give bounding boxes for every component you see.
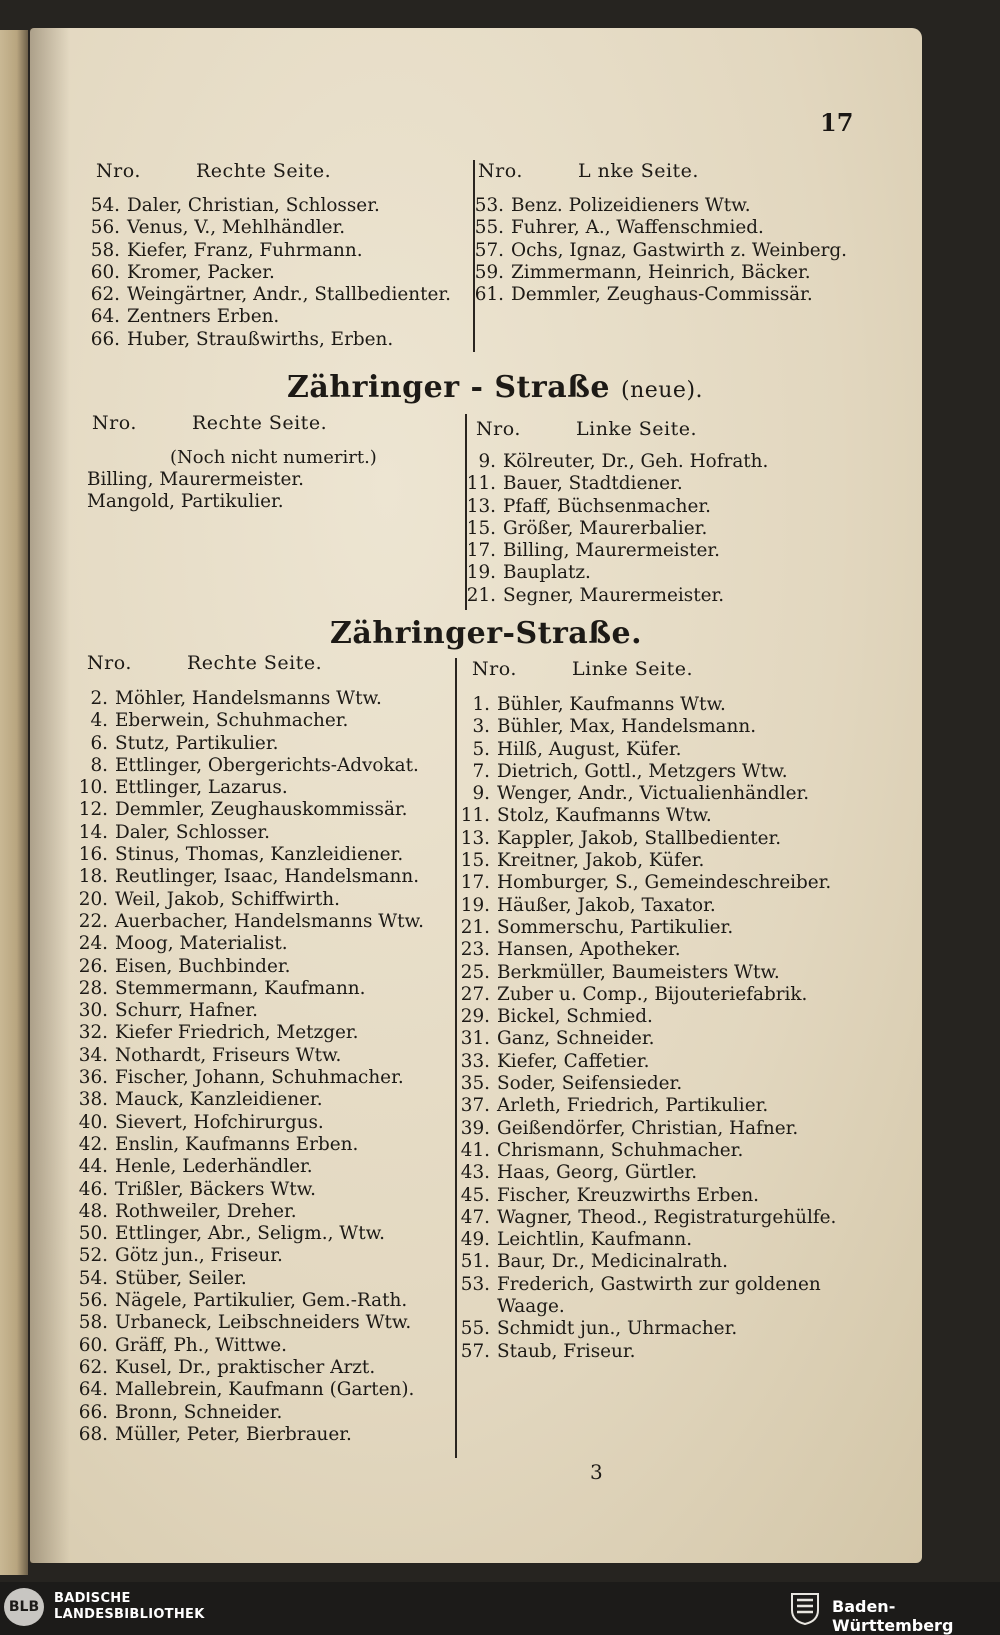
house-number: 19. xyxy=(466,562,496,584)
side-label: L nke Seite. xyxy=(578,160,699,182)
address-entry xyxy=(70,1134,424,1156)
resident-name: Schurr, Hafner. xyxy=(115,1000,258,1022)
address-entry xyxy=(458,917,836,939)
house-number: 61. xyxy=(474,284,504,306)
resident-name: Arleth, Friedrich, Partikulier. xyxy=(497,1095,769,1117)
resident-name: Kromer, Packer. xyxy=(127,261,275,283)
address-entry xyxy=(466,562,768,584)
house-number: 62. xyxy=(78,1356,108,1378)
resident-name: Billing, Maurermeister. xyxy=(87,469,304,490)
resident-name: Fuhrer, A., Waffenschmied. xyxy=(511,217,764,239)
resident-name: Billing, Maurermeister. xyxy=(503,540,720,562)
address-entry xyxy=(62,491,304,513)
address-entry xyxy=(70,1402,424,1424)
house-number: 40. xyxy=(78,1111,108,1133)
page-number: 17 xyxy=(820,108,854,137)
house-number: 36. xyxy=(78,1067,108,1089)
resident-name: Moog, Materialist. xyxy=(115,933,288,955)
house-number: 51. xyxy=(460,1251,490,1273)
facing-page-edge xyxy=(0,30,28,1575)
address-entry xyxy=(458,783,836,805)
resident-name: Reutlinger, Isaac, Handelsmann. xyxy=(115,866,420,888)
house-number: 49. xyxy=(460,1229,490,1251)
house-number: 64. xyxy=(78,1379,108,1401)
section-0-left-entries xyxy=(90,195,451,351)
side-label: Linke Seite. xyxy=(576,418,697,440)
address-entry xyxy=(458,1251,836,1273)
resident-name: Bühler, Max, Handelsmann. xyxy=(497,716,757,738)
address-entry xyxy=(466,540,768,562)
section-0-right-entries xyxy=(474,195,847,306)
house-number: 27. xyxy=(460,983,490,1005)
address-entry xyxy=(70,755,424,777)
house-number: 48. xyxy=(78,1200,108,1222)
resident-name: Hansen, Apotheker. xyxy=(497,939,681,961)
house-number: 59. xyxy=(474,261,504,283)
resident-name: Kusel, Dr., praktischer Arzt. xyxy=(115,1356,376,1378)
resident-name: Bronn, Schneider. xyxy=(115,1401,283,1423)
house-number: 3. xyxy=(472,716,490,738)
address-entry xyxy=(70,1290,424,1312)
house-number: 1. xyxy=(472,694,490,715)
column-divider xyxy=(455,658,457,1458)
resident-name: Segner, Maurermeister. xyxy=(503,584,725,606)
resident-name: Staub, Friseur. xyxy=(497,1340,636,1362)
address-entry xyxy=(458,694,836,716)
resident-name: Wagner, Theod., Registraturgehülfe. xyxy=(497,1206,837,1228)
address-entry xyxy=(70,1000,424,1022)
section-1-right-entries xyxy=(466,451,768,607)
house-number: 50. xyxy=(78,1223,108,1245)
house-number: 17. xyxy=(460,872,490,894)
resident-name: Soder, Seifensieder. xyxy=(497,1073,683,1095)
resident-name: Homburger, S., Gemeindeschreiber. xyxy=(497,872,832,894)
section-1-right-header xyxy=(476,418,697,440)
resident-name: Nothardt, Friseurs Wtw. xyxy=(115,1044,342,1066)
binding-gutter-shadow xyxy=(30,28,70,1563)
section-2-right-header xyxy=(472,658,693,680)
resident-name: Berkmüller, Baumeisters Wtw. xyxy=(497,961,780,983)
house-number: 32. xyxy=(78,1022,108,1044)
house-number: 58. xyxy=(90,239,120,261)
nro-label: Nro. xyxy=(472,658,517,680)
resident-name: Sievert, Hofchirurgus. xyxy=(115,1111,324,1133)
house-number: 23. xyxy=(460,939,490,961)
resident-name: Ettlinger, Abr., Seligm., Wtw. xyxy=(115,1223,385,1245)
house-number: 56. xyxy=(78,1290,108,1312)
house-number: 22. xyxy=(78,910,108,932)
resident-name: Leichtlin, Kaufmann. xyxy=(497,1229,693,1251)
house-number: 11. xyxy=(466,473,496,495)
address-entry xyxy=(90,217,451,239)
address-entry xyxy=(466,473,768,495)
section-1-left-entries xyxy=(62,469,304,514)
house-number: 17. xyxy=(466,540,496,562)
resident-name: Baur, Dr., Medicinalrath. xyxy=(497,1251,728,1273)
resident-name: Enslin, Kaufmanns Erben. xyxy=(115,1133,359,1155)
nro-label: Nro. xyxy=(96,160,141,182)
address-entry xyxy=(70,1179,424,1201)
house-number: 52. xyxy=(78,1245,108,1267)
house-number: 55. xyxy=(460,1318,490,1340)
address-entry xyxy=(70,1067,424,1089)
address-entry xyxy=(70,1156,424,1178)
address-entry xyxy=(458,1051,836,1073)
house-number: 9. xyxy=(472,783,490,805)
address-entry xyxy=(70,978,424,1000)
resident-name: Daler, Christian, Schlosser. xyxy=(127,195,380,216)
resident-name: Kiefer, Franz, Fuhrmann. xyxy=(127,239,363,261)
resident-name: Mangold, Partikulier. xyxy=(87,491,284,513)
house-number: 56. xyxy=(90,217,120,239)
resident-name: Ganz, Schneider. xyxy=(497,1028,655,1050)
house-number: 15. xyxy=(460,850,490,872)
house-number: 7. xyxy=(472,760,490,782)
library-name[interactable] xyxy=(54,1591,205,1623)
address-entry xyxy=(466,451,768,473)
state-coat-of-arms-icon[interactable] xyxy=(788,1590,822,1626)
house-number: 34. xyxy=(78,1044,108,1066)
street-subtitle: (neue). xyxy=(620,378,704,403)
house-number: 44. xyxy=(78,1156,108,1178)
address-entry xyxy=(458,1185,836,1207)
address-entry xyxy=(474,284,847,306)
resident-name: Trißler, Bäckers Wtw. xyxy=(115,1178,317,1200)
address-entry xyxy=(70,1045,424,1067)
nro-label: Nro. xyxy=(92,412,137,434)
resident-name: Möhler, Handelsmanns Wtw. xyxy=(115,688,382,709)
house-number: 37. xyxy=(460,1095,490,1117)
resident-name: Weil, Jakob, Schiffwirth. xyxy=(115,888,340,910)
house-number: 54. xyxy=(90,195,120,216)
section-1-title xyxy=(287,370,703,405)
resident-name: Benz. Polizeidieners Wtw. xyxy=(511,195,751,216)
address-entry xyxy=(70,866,424,888)
address-entry xyxy=(70,1424,424,1446)
house-number: 24. xyxy=(78,933,108,955)
resident-name: Henle, Lederhändler. xyxy=(115,1156,313,1178)
section-2-left-entries xyxy=(70,688,424,1446)
address-entry xyxy=(458,1341,836,1363)
resident-name: Schmidt jun., Uhrmacher. xyxy=(497,1318,738,1340)
address-entry xyxy=(70,822,424,844)
house-number: 21. xyxy=(460,916,490,938)
house-number: 47. xyxy=(460,1206,490,1228)
house-number: 54. xyxy=(78,1267,108,1289)
address-entry xyxy=(70,911,424,933)
house-number: 38. xyxy=(78,1089,108,1111)
address-entry xyxy=(90,262,451,284)
resident-name: Eberwein, Schuhmacher. xyxy=(115,710,349,732)
address-entry xyxy=(474,217,847,239)
address-entry xyxy=(70,799,424,821)
house-number: 68. xyxy=(78,1423,108,1445)
address-entry xyxy=(70,1335,424,1357)
address-entry xyxy=(458,1095,836,1117)
house-number: 28. xyxy=(78,977,108,999)
resident-name: Kiefer Friedrich, Metzger. xyxy=(115,1022,359,1044)
resident-name: Geißendörfer, Christian, Hafner. xyxy=(497,1117,799,1139)
resident-name: Frederich, Gastwirth zur goldenen xyxy=(497,1273,821,1295)
address-entry xyxy=(70,1201,424,1223)
house-number: 26. xyxy=(78,955,108,977)
address-entry xyxy=(70,1379,424,1401)
house-number: 43. xyxy=(460,1162,490,1184)
house-number: 12. xyxy=(78,799,108,821)
address-entry xyxy=(90,329,451,351)
section-1-left-header xyxy=(92,412,327,434)
resident-name: Wenger, Andr., Victualienhändler. xyxy=(497,783,810,805)
resident-name: Zimmermann, Heinrich, Bäcker. xyxy=(511,261,811,283)
resident-name: Hilß, August, Küfer. xyxy=(497,738,682,760)
house-number: 10. xyxy=(78,777,108,799)
resident-name: Ettlinger, Obergerichts-Advokat. xyxy=(115,754,419,776)
resident-name: Bauer, Stadtdiener. xyxy=(503,473,683,495)
section-2-right-entries xyxy=(458,694,836,1363)
resident-name: Stutz, Partikulier. xyxy=(115,732,279,754)
address-entry xyxy=(458,939,836,961)
resident-name: Stinus, Thomas, Kanzleidiener. xyxy=(115,844,404,866)
resident-name: Demmler, Zeughaus-Commissär. xyxy=(511,284,813,306)
house-number: 8. xyxy=(90,754,108,776)
resident-name: Zentners Erben. xyxy=(127,306,280,328)
address-entry xyxy=(458,761,836,783)
address-entry xyxy=(90,306,451,328)
not-numbered-note: (Noch nicht numerirt.) xyxy=(170,447,377,468)
resident-name: Größer, Maurerbalier. xyxy=(503,517,708,539)
house-number: 21. xyxy=(466,584,496,606)
resident-name: Götz jun., Friseur. xyxy=(115,1245,283,1267)
address-entry xyxy=(70,933,424,955)
house-number: 46. xyxy=(78,1178,108,1200)
resident-name: Rothweiler, Dreher. xyxy=(115,1200,297,1222)
house-number: 53. xyxy=(460,1273,490,1295)
address-entry xyxy=(70,688,424,710)
address-entry xyxy=(70,733,424,755)
house-number: 6. xyxy=(90,732,108,754)
resident-name: Stolz, Kaufmanns Wtw. xyxy=(497,805,712,827)
resident-name: Fischer, Kreuzwirths Erben. xyxy=(497,1184,760,1206)
resident-name: Gräff, Ph., Wittwe. xyxy=(115,1334,288,1356)
house-number: 42. xyxy=(78,1133,108,1155)
resident-name: Sommerschu, Partikulier. xyxy=(497,916,734,938)
house-number: 57. xyxy=(460,1340,490,1362)
address-entry xyxy=(458,850,836,872)
street-name: Zähringer - Straße xyxy=(287,370,611,405)
address-entry xyxy=(70,1022,424,1044)
house-number: 60. xyxy=(90,261,120,283)
address-entry xyxy=(70,777,424,799)
address-entry xyxy=(458,739,836,761)
house-number: 55. xyxy=(474,217,504,239)
house-number: 39. xyxy=(460,1117,490,1139)
address-entry xyxy=(458,1318,836,1340)
resident-name: Demmler, Zeughauskommissär. xyxy=(115,799,408,821)
address-entry xyxy=(458,805,836,827)
house-number: 4. xyxy=(90,710,108,732)
address-entry xyxy=(458,872,836,894)
address-entry xyxy=(458,828,836,850)
side-label: Rechte Seite. xyxy=(192,412,328,434)
side-label: Rechte Seite. xyxy=(187,652,323,674)
house-number: 20. xyxy=(78,888,108,910)
address-entry xyxy=(90,284,451,306)
section-2-title: Zähringer-Straße. xyxy=(330,616,643,651)
address-entry xyxy=(458,895,836,917)
resident-name: Eisen, Buchbinder. xyxy=(115,955,291,977)
address-entry xyxy=(62,469,304,491)
house-number: 2. xyxy=(90,688,108,709)
house-number: 13. xyxy=(460,827,490,849)
house-number: 15. xyxy=(466,517,496,539)
house-number: 13. xyxy=(466,495,496,517)
house-number: 41. xyxy=(460,1139,490,1161)
resident-name: Huber, Straußwirths, Erben. xyxy=(127,328,394,350)
house-number: 11. xyxy=(460,805,490,827)
address-entry xyxy=(458,1274,836,1296)
resident-name: Auerbacher, Handelsmanns Wtw. xyxy=(115,910,424,932)
resident-name: Bauplatz. xyxy=(503,562,591,584)
resident-name: Kappler, Jakob, Stallbedienter. xyxy=(497,827,782,849)
address-entry xyxy=(90,195,451,217)
resident-name: Daler, Schlosser. xyxy=(115,821,271,843)
resident-name: Dietrich, Gottl., Metzgers Wtw. xyxy=(497,760,788,782)
address-entry xyxy=(70,844,424,866)
section-0-right-header xyxy=(478,160,699,182)
resident-name: Kölreuter, Dr., Geh. Hofrath. xyxy=(503,451,769,472)
resident-name: Waage. xyxy=(497,1296,565,1318)
resident-name: Mallebrein, Kaufmann (Garten). xyxy=(115,1379,415,1401)
house-number: 60. xyxy=(78,1334,108,1356)
address-entry xyxy=(474,240,847,262)
house-number: 35. xyxy=(460,1073,490,1095)
address-entry xyxy=(458,1006,836,1028)
address-entry xyxy=(70,1268,424,1290)
resident-name: Urbaneck, Leibschneiders Wtw. xyxy=(115,1312,412,1334)
address-entry xyxy=(70,1245,424,1267)
nro-label: Nro. xyxy=(478,160,523,182)
resident-name: Venus, V., Mehlhändler. xyxy=(127,217,346,239)
house-number: 62. xyxy=(90,284,120,306)
house-number: 18. xyxy=(78,866,108,888)
resident-name: Chrismann, Schuhmacher. xyxy=(497,1139,744,1161)
resident-name: Weingärtner, Andr., Stallbedienter. xyxy=(127,284,451,306)
house-number: 33. xyxy=(460,1050,490,1072)
house-number: 53. xyxy=(474,195,504,216)
side-label: Rechte Seite. xyxy=(196,160,332,182)
address-entry xyxy=(70,710,424,732)
library-line-1: BADISCHE xyxy=(54,1591,131,1606)
library-line-2: LANDESBIBLIOTHEK xyxy=(54,1607,205,1622)
resident-name: Bickel, Schmied. xyxy=(497,1006,653,1028)
resident-name: Kreitner, Jakob, Küfer. xyxy=(497,850,705,872)
house-number: 45. xyxy=(460,1184,490,1206)
address-entry xyxy=(458,984,836,1006)
resident-name: Kiefer, Caffetier. xyxy=(497,1050,650,1072)
resident-name: Bühler, Kaufmanns Wtw. xyxy=(497,694,726,715)
signature-mark: 3 xyxy=(590,1460,603,1484)
resident-name: Müller, Peter, Bierbrauer. xyxy=(115,1423,352,1445)
address-entry xyxy=(458,1118,836,1140)
house-number: 19. xyxy=(460,894,490,916)
resident-name: Nägele, Partikulier, Gem.-Rath. xyxy=(115,1290,408,1312)
house-number: 66. xyxy=(90,328,120,350)
address-entry xyxy=(474,262,847,284)
resident-name: Stemmermann, Kaufmann. xyxy=(115,977,366,999)
resident-name: Mauck, Kanzleidiener. xyxy=(115,1089,323,1111)
address-entry xyxy=(474,195,847,217)
address-entry xyxy=(70,1112,424,1134)
address-entry xyxy=(70,889,424,911)
address-entry xyxy=(70,956,424,978)
house-number: 31. xyxy=(460,1028,490,1050)
address-entry xyxy=(70,1089,424,1111)
address-entry xyxy=(70,1223,424,1245)
house-number: 25. xyxy=(460,961,490,983)
resident-name: Ettlinger, Lazarus. xyxy=(115,777,288,799)
resident-name: Häußer, Jakob, Taxator. xyxy=(497,894,716,916)
address-entry xyxy=(70,1312,424,1334)
address-entry xyxy=(458,1207,836,1229)
house-number: 9. xyxy=(478,451,496,472)
footer-bar xyxy=(0,1582,1000,1633)
resident-name: Haas, Georg, Gürtler. xyxy=(497,1162,698,1184)
address-entry xyxy=(458,1296,836,1318)
address-entry xyxy=(458,716,836,738)
house-number: 58. xyxy=(78,1312,108,1334)
address-entry xyxy=(458,1140,836,1162)
resident-name: Stüber, Seiler. xyxy=(115,1267,247,1289)
house-number: 29. xyxy=(460,1006,490,1028)
house-number: 64. xyxy=(90,306,120,328)
resident-name: Ochs, Ignaz, Gastwirth z. Weinberg. xyxy=(511,239,848,261)
address-entry xyxy=(466,518,768,540)
resident-name: Zuber u. Comp., Bijouteriefabrik. xyxy=(497,983,808,1005)
address-entry xyxy=(90,240,451,262)
nro-label: Nro. xyxy=(87,652,132,674)
side-label: Linke Seite. xyxy=(572,658,693,680)
state-name[interactable]: Baden-Württemberg xyxy=(832,1597,954,1635)
address-entry xyxy=(458,962,836,984)
resident-name: Fischer, Johann, Schuhmacher. xyxy=(115,1067,404,1089)
house-number: 14. xyxy=(78,821,108,843)
house-number: 16. xyxy=(78,844,108,866)
address-entry xyxy=(466,585,768,607)
house-number: 66. xyxy=(78,1401,108,1423)
address-entry xyxy=(458,1028,836,1050)
address-entry xyxy=(458,1229,836,1251)
address-entry xyxy=(458,1073,836,1095)
address-entry xyxy=(466,496,768,518)
house-number: 30. xyxy=(78,1000,108,1022)
address-entry xyxy=(70,1357,424,1379)
address-entry xyxy=(458,1162,836,1184)
section-2-left-header xyxy=(87,652,322,674)
blb-logo-icon[interactable]: BLB xyxy=(4,1588,44,1626)
house-number: 5. xyxy=(472,738,490,760)
house-number: 57. xyxy=(474,239,504,261)
resident-name: Pfaff, Büchsenmacher. xyxy=(503,495,711,517)
section-0-left-header xyxy=(96,160,331,182)
nro-label: Nro. xyxy=(476,418,521,440)
